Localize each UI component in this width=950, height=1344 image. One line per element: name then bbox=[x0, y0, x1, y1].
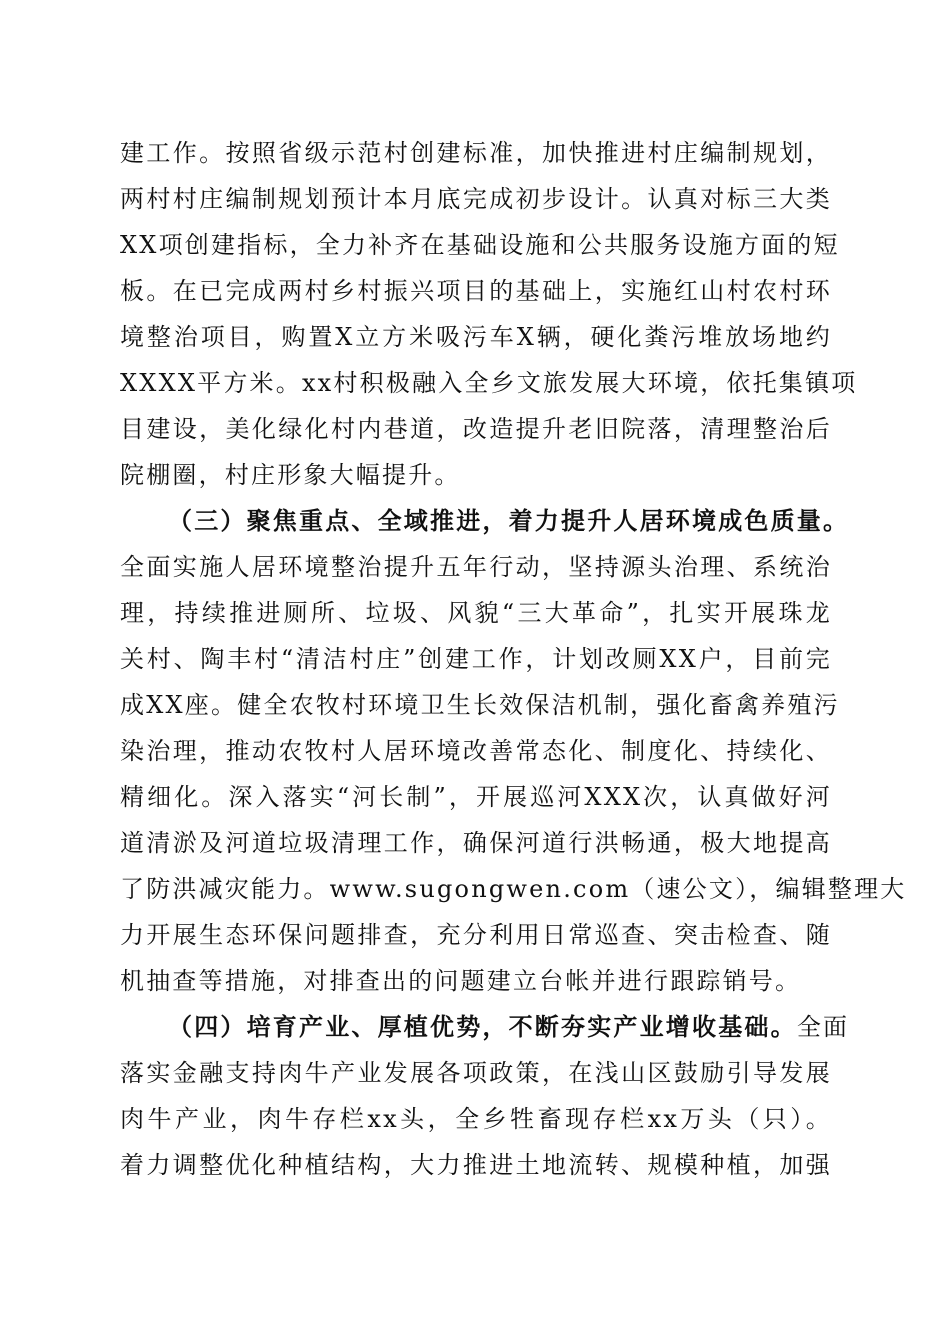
text-line-12: 关村、陶丰村“清洁村庄”创建工作，计划改厕XX户，目前完 bbox=[120, 645, 832, 673]
text-line-11: 理，持续推进厕所、垃圾、风貌“三大革命”，扎实开展珠龙 bbox=[120, 599, 832, 627]
text-line-17: 了防洪减灾能力。www.sugongwen.com（速公文），编辑整理大 bbox=[120, 875, 907, 903]
text-line-15: 精细化。深入落实“河长制”，开展巡河XXX次，认真做好河 bbox=[120, 783, 832, 811]
text-line-14: 染治理，推动农牧村人居环境改善常态化、制度化、持续化、 bbox=[120, 737, 832, 765]
text-line-22: 肉牛产业，肉牛存栏xx头，全乡牲畜现存栏xx万头（只）。 bbox=[120, 1105, 832, 1133]
section-heading-4: （四）培育产业、厚植优势，不断夯实产业增收基础。 bbox=[168, 1012, 797, 1041]
text-line-13: 成XX座。健全农牧村环境卫生长效保洁机制，强化畜禽养殖污 bbox=[120, 691, 840, 719]
text-line-20 bbox=[168, 1008, 850, 1046]
text-line-3: XX项创建指标，全力补齐在基础设施和公共服务设施方面的短 bbox=[120, 231, 840, 259]
text-line-4: 板。在已完成两村乡村振兴项目的基础上，实施红山村农村环 bbox=[120, 277, 832, 305]
text-line-16: 道清淤及河道垃圾清理工作，确保河道行洪畅通，极大地提高 bbox=[120, 829, 832, 857]
section-heading-4-continuation: 全面 bbox=[796, 1013, 850, 1041]
text-line-2: 两村村庄编制规划预计本月底完成初步设计。认真对标三大类 bbox=[120, 185, 832, 213]
text-line-1: 建工作。按照省级示范村创建标准，加快推进村庄编制规划， bbox=[120, 139, 832, 167]
text-line-8: 院棚圈，村庄形象大幅提升。 bbox=[120, 461, 461, 489]
text-line-21: 落实金融支持肉牛产业发展各项政策，在浅山区鼓励引导发展 bbox=[120, 1059, 832, 1087]
text-line-10: 全面实施人居环境整治提升五年行动，坚持源头治理、系统治 bbox=[120, 553, 832, 581]
text-line-7: 目建设，美化绿化村内巷道，改造提升老旧院落，清理整治后 bbox=[120, 415, 832, 443]
text-line-19: 机抽查等措施，对排查出的问题建立台帐并进行跟踪销号。 bbox=[120, 967, 802, 995]
text-line-5: 境整治项目，购置X立方米吸污车X辆，硬化粪污堆放场地约 bbox=[120, 323, 832, 351]
text-line-6: XXXX平方米。xx村积极融入全乡文旅发展大环境，依托集镇项 bbox=[120, 369, 858, 397]
text-line-18: 力开展生态环保问题排查，充分利用日常巡查、突击检查、随 bbox=[120, 921, 832, 949]
section-heading-3: （三）聚焦重点、全域推进，着力提升人居环境成色质量。 bbox=[168, 506, 850, 535]
text-line-23: 着力调整优化种植结构，大力推进土地流转、规模种植，加强 bbox=[120, 1151, 832, 1179]
